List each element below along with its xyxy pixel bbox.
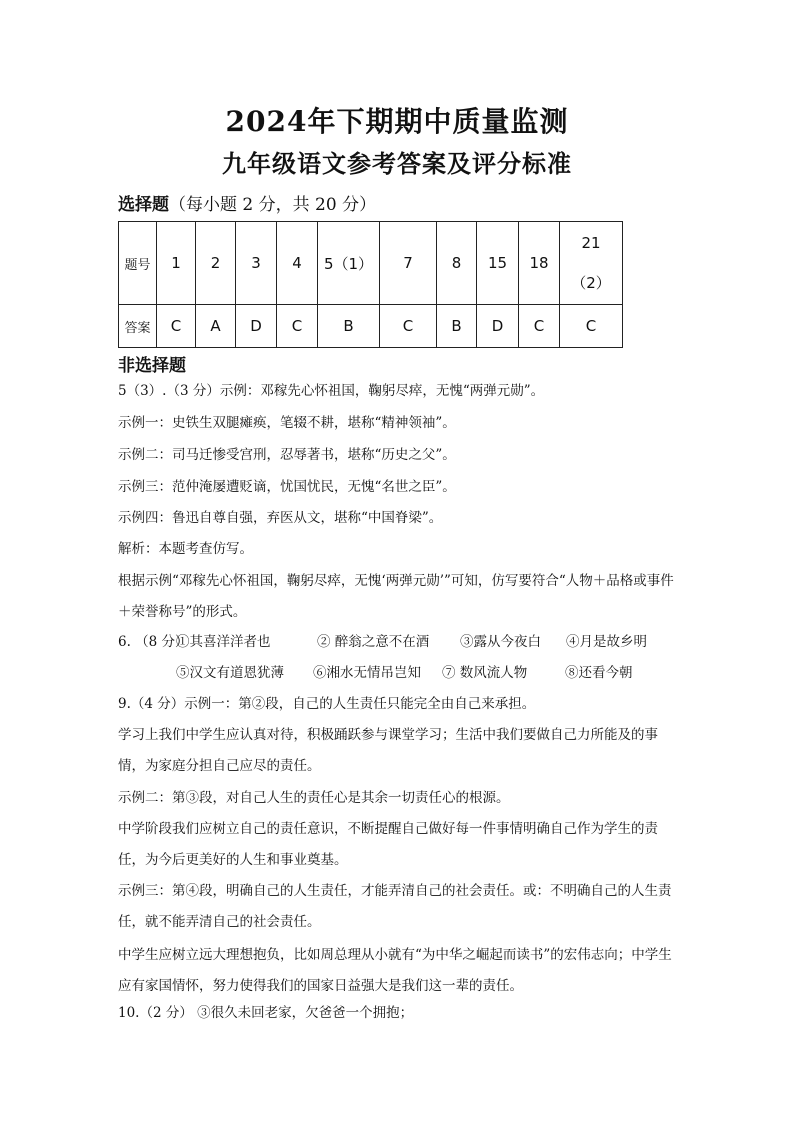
- question-number-cell: 5（1）: [318, 222, 380, 305]
- q6-item-1: ①其喜洋洋者也: [176, 634, 271, 650]
- q6-item-8: ⑧还看今朝: [565, 665, 633, 681]
- q5-analysis: 解析：本题考查仿写。: [118, 541, 253, 557]
- table-row-question-numbers: [119, 222, 623, 305]
- question-number-cell: 3: [236, 222, 277, 305]
- q9-paragraph-2: 中学阶段我们应树立自己的责任意识，不断提醒自己做好每一件事情明确自己作为学生的责任，为今后更美好的人生和事业奠基。: [118, 821, 658, 868]
- choice-heading-label: 选择题: [118, 195, 169, 215]
- q5-example-1: 示例一：史铁生双腿瘫痪，笔辍不耕，堪称“精神领袖”。: [118, 415, 456, 431]
- q9-example-3: 示例三：第④段，明确自己的人生责任，才能弄清自己的社会责任。或：不明确自己的人生责任，就不能弄清自己的社会责任。: [118, 883, 672, 930]
- choice-section-heading: [118, 190, 376, 215]
- q6-item-6: ⑥湘水无情吊岂知: [313, 665, 421, 681]
- answer-cell: C: [380, 305, 437, 348]
- q9-example-2: 示例二：第③段，对自己人生的责任心是其余一切责任心的根源。: [118, 790, 510, 806]
- answer-cell: B: [318, 305, 380, 348]
- question-number-cell: 7: [380, 222, 437, 305]
- answer-cell: C: [277, 305, 318, 348]
- q5-explanation: 根据示例“邓稼先心怀祖国，鞠躬尽瘁，无愧‘两弹元勋’”可知，仿写要符合“人物＋品格或事件＋荣誉称号”的形式。: [118, 573, 674, 620]
- q9-paragraph-3: 中学生应树立远大理想抱负，比如周总理从小就有“为中华之崛起而读书”的宏伟志向；中学生应有家国情怀，努力使得我们的国家日益强大是我们这一辈的责任。: [118, 947, 672, 994]
- q5-example-2: 示例二：司马迁惨受宫刑，忍辱著书，堪称“历史之父”。: [118, 447, 456, 463]
- answer-cell: A: [196, 305, 236, 348]
- question-number-cell: 2: [196, 222, 236, 305]
- nonchoice-heading-label: 非选择题: [118, 356, 186, 376]
- question-number-cell: 15: [477, 222, 519, 305]
- answer-cell: D: [477, 305, 519, 348]
- question-number-part: 21: [581, 234, 601, 252]
- q6-prefix: 6. （8 分）: [118, 634, 189, 650]
- q6-item-4: ④月是故乡明: [566, 634, 647, 650]
- answer-cell: C: [519, 305, 560, 348]
- q9-answer-line: 9.（4 分）示例一：第②段，自己的人生责任只能完全由自己来承担。: [118, 696, 536, 712]
- answer-cell: D: [236, 305, 277, 348]
- q6-item-5: ⑤汉文有道恩犹薄: [176, 665, 284, 681]
- question-number-cell: 1: [157, 222, 196, 305]
- row-label-answer: 答案: [119, 305, 157, 348]
- question-number-cell: 8: [437, 222, 477, 305]
- answer-table: [118, 221, 623, 348]
- q6-item-3: ③露从今夜白: [460, 634, 541, 650]
- nonchoice-section-heading: [118, 351, 186, 376]
- question-number-cell: 4: [277, 222, 318, 305]
- table-row-answers: [119, 305, 623, 348]
- answer-cell: B: [437, 305, 477, 348]
- answer-cell: C: [560, 305, 623, 348]
- q9-paragraph-1: 学习上我们中学生应认真对待，积极踊跃参与课堂学习；生活中我们要做自己力所能及的事情，为家庭分担自己应尽的责任。: [118, 727, 658, 774]
- question-number-part: （2）: [571, 274, 611, 292]
- question-number-cell: [560, 222, 623, 305]
- choice-heading-note: （每小题 2 分，共 20 分）: [169, 195, 377, 215]
- answer-cell: C: [157, 305, 196, 348]
- q5-answer-line: 5（3）.（3 分）示例：邓稼先心怀祖国，鞠躬尽瘁，无愧“两弹元勋”。: [118, 383, 545, 399]
- q6-item-7: ⑦ 数风流人物: [442, 665, 528, 681]
- question-number-cell: 18: [519, 222, 560, 305]
- q5-example-3: 示例三：范仲淹屡遭贬谪，忧国忧民，无愧“名世之臣”。: [118, 479, 456, 495]
- q10-answer-line: 10.（2 分） ③很久未回老家，欠爸爸一个拥抱；: [118, 1005, 414, 1021]
- row-label-question-number: 题号: [119, 222, 157, 305]
- q6-item-2: ② 醉翁之意不在酒: [317, 634, 430, 650]
- page-subtitle: 九年级语文参考答案及评分标准: [222, 149, 572, 178]
- q5-example-4: 示例四：鲁迅自尊自强，弃医从文，堪称“中国脊梁”。: [118, 510, 443, 526]
- page-title: 2024年下期期中质量监测: [225, 105, 569, 138]
